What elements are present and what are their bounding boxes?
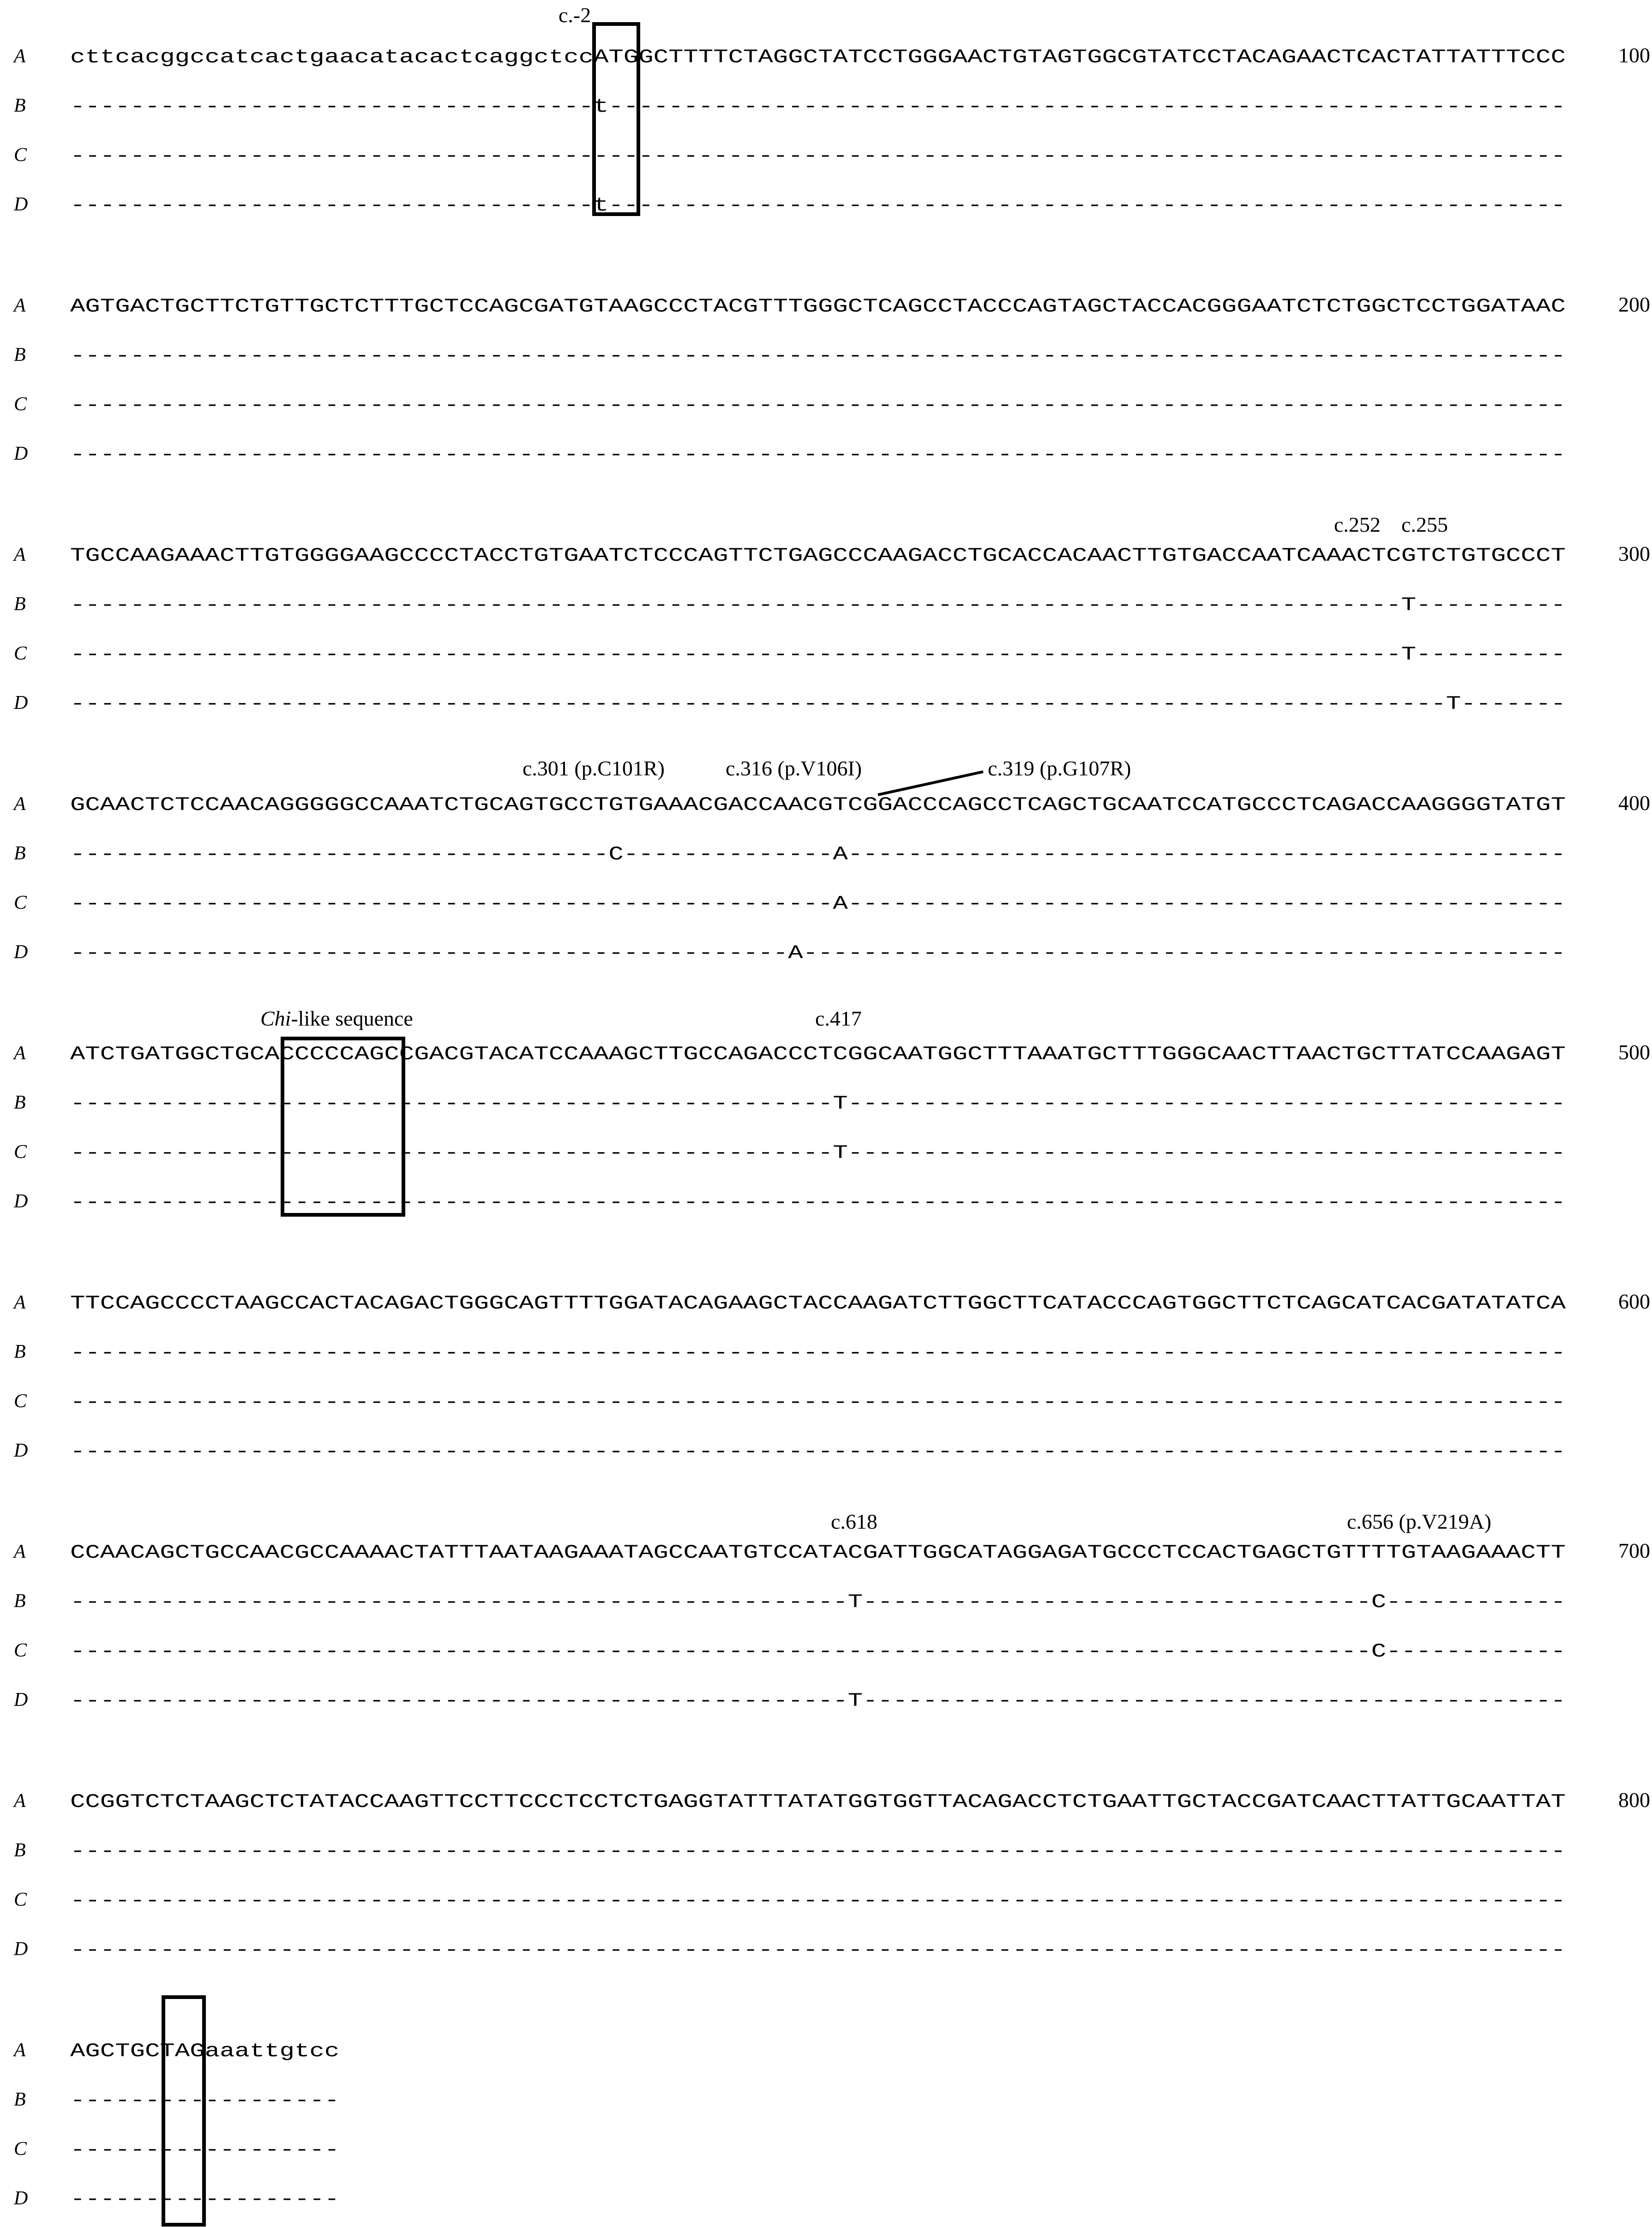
sequence-row: ---------------------------------------------------T------------------------------------------------ <box>70 1092 1566 1115</box>
sequence-row: cttcacggccatcactgaacatacactcaggctccATGGCTTTTCTAGGCTATCCTGGGAACTGTAGTGGCGTATCCTACAGAACTCACTATTATTTCCC <box>70 46 1566 68</box>
row-label: A <box>14 793 26 815</box>
row-label: D <box>14 692 28 714</box>
sequence-row: ---------------------------------------------------------------------------------------------------- <box>70 345 1566 367</box>
sequence-row: ---------------------------------------------------------------------------------------------------- <box>70 1840 1566 1862</box>
sequence-row: CCGGTCTCTAAGCTCTATACCAAGTTCCTTCCCTCCTCTGAGGTATTTATATGGTGGTTACAGACCTCTGAATTGCTACCGATCAACTTATTGCAATTAT <box>70 1791 1566 1813</box>
row-label: C <box>14 1391 27 1412</box>
alignment-block <box>12 791 1650 964</box>
alignment-block <box>12 293 1650 466</box>
row-label: C <box>14 1640 27 1661</box>
position-number: 800 <box>1618 1788 1650 1812</box>
sequence-row: AGTGACTGCTTCTGTTGCTCTTTGCTCCAGCGATGTAAGCCCTACGTTTGGGCTCAGCCTACCCAGTAGCTACCACGGGAATCTCTGGCTCCTGGATAAC <box>70 295 1566 318</box>
row-label: C <box>14 892 27 913</box>
sequence-row: TGCCAAGAAACTTGTGGGGAAGCCCCTACCTGTGAATCTCCCAGTTCTGAGCCCAAGACCTGCACCACAACTTGTGACCAATCAAACTCGTCTGTGCCCT <box>70 545 1566 567</box>
sequence-row: ATCTGATGGCTGCACCCCCAGCCGACGTACATCCAAAGCTTGCCAGACCCTCGGCAATGGCTTTAAATGCTTTGGGCAACTTAACTGCTTATCCAAGAGT <box>70 1043 1566 1065</box>
sequence-row: CCAACAGCTGCCAACGCCAAAACTATTTAATAAGAAATAGCCAATGTCCATACGATTGGCATAGGAGATGCCCTCCACTGAGCTGTTTTGTAAGAAACTT <box>70 1542 1566 1564</box>
annotation-c319: c.319 (p.G107R) <box>988 756 1131 780</box>
sequence-row: ---------------------------------------------------------------------------------------------------- <box>70 1342 1566 1364</box>
row-label: C <box>14 1889 27 1910</box>
sequence-row: GCAACTCTCCAACAGGGGGCCAAATCTGCAGTGCCTGTGAAACGACCAACGTCGGACCCAGCCTCAGCTGCAATCCATGCCCTCAGACCAAGGGGTATGT <box>70 794 1566 816</box>
annotation-c255: c.255 <box>1401 513 1448 536</box>
row-label: D <box>14 1191 28 1212</box>
annotation-c417: c.417 <box>815 1007 862 1030</box>
row-label: A <box>14 46 26 67</box>
sequence-row: -----------------------------------------------------------------------------------------T---------- <box>70 594 1566 616</box>
row-label: B <box>14 2089 26 2110</box>
row-label: B <box>14 843 26 864</box>
row-label: B <box>14 344 26 366</box>
position-number: 500 <box>1618 1040 1650 1064</box>
sequence-row: ---------------------------------------------------------------------------------------------------- <box>70 1890 1566 1912</box>
row-label: C <box>14 643 27 664</box>
row-label: B <box>14 1092 26 1113</box>
sequence-row: ----------------------------------------------------T----------------------------------C------------ <box>70 1591 1566 1613</box>
sequence-row: ------------------------------------C--------------A------------------------------------------------ <box>70 843 1566 865</box>
row-label: A <box>14 544 26 565</box>
row-label: D <box>14 1689 28 1711</box>
alignment-block <box>12 1040 1650 1213</box>
row-label: B <box>14 1591 26 1612</box>
position-number: 100 <box>1618 43 1650 67</box>
sequence-row: ------------------------------------------------A--------------------------------------------------- <box>70 942 1566 964</box>
alignment-block <box>12 1788 1650 1961</box>
row-label: A <box>14 1043 26 1064</box>
annotation-c-minus2: c.-2 <box>559 3 591 27</box>
chi-rest: -like sequence <box>291 1007 413 1030</box>
c319-leader-line <box>878 772 983 795</box>
sequence-row: ------------------ <box>70 2188 340 2210</box>
annotation-c252: c.252 <box>1334 513 1381 536</box>
row-label: B <box>14 1840 26 1861</box>
sequence-row: TTCCAGCCCCTAAGCCACTACAGACTGGGCAGTTTTGGATACAGAAGCTACCAAGATCTTGGCTTCATACCCAGTGGCTTCTCAGCATCACGATATATCA <box>70 1292 1567 1315</box>
row-label: A <box>14 295 26 316</box>
row-label: D <box>14 443 28 464</box>
alignment-block <box>12 1290 1650 1463</box>
sequence-row: ------------------ <box>70 2139 340 2161</box>
alignment-block <box>12 542 1650 715</box>
sequence-row: ---------------------------------------------------------------------------------------------------- <box>70 1441 1566 1463</box>
sequence-row: -----------------------------------t---------------------------------------------------------------- <box>70 96 1566 118</box>
row-label: A <box>14 2040 26 2061</box>
chi-italic: Chi <box>260 1007 291 1030</box>
sequence-row: --------------------------------------------------------------------------------------------T------- <box>70 693 1566 715</box>
sequence-row: -----------------------------------------------------------------------------------------T---------- <box>70 643 1566 666</box>
position-number: 300 <box>1618 542 1650 565</box>
sequence-row: ---------------------------------------------------------------------------------------------------- <box>70 1391 1566 1413</box>
sequence-row: ---------------------------------------------------------------------------------------------------- <box>70 394 1566 416</box>
sequence-row: ------------------ <box>70 2089 340 2112</box>
sequence-row: ----------------------------------------------------T----------------------------------------------- <box>70 1690 1566 1712</box>
row-label: D <box>14 2188 28 2209</box>
row-label: D <box>14 942 28 963</box>
sequence-row: ---------------------------------------------------A------------------------------------------------ <box>70 893 1566 915</box>
alignment-block <box>12 2040 339 2210</box>
row-label: A <box>14 1292 26 1313</box>
alignment-blocks <box>12 43 1650 2210</box>
row-label: B <box>14 95 26 116</box>
alignment-block <box>12 43 1650 216</box>
sequence-row: ---------------------------------------------------T------------------------------------------------ <box>70 1142 1566 1164</box>
annotation-c316: c.316 (p.V106I) <box>726 756 862 780</box>
sequence-row: AGCTGCTAGaaattgtcc <box>70 2040 340 2062</box>
sequence-row: ---------------------------------------------------------------------------------------C------------ <box>70 1640 1566 1663</box>
annotation-c618: c.618 <box>831 1510 877 1533</box>
alignment-block <box>12 1539 1650 1712</box>
row-label: D <box>14 1939 28 1960</box>
row-label: D <box>14 194 28 215</box>
annotation-chi-like <box>260 1007 413 1030</box>
sequence-row: ---------------------------------------------------------------------------------------------------- <box>70 145 1566 167</box>
position-number: 200 <box>1618 293 1650 316</box>
sequence-row: ---------------------------------------------------------------------------------------------------- <box>70 1191 1566 1213</box>
row-label: A <box>14 1541 26 1562</box>
row-label: D <box>14 1440 28 1461</box>
row-label: C <box>14 2138 27 2160</box>
position-number: 400 <box>1618 791 1650 815</box>
position-number: 600 <box>1618 1290 1650 1313</box>
sequence-row: ---------------------------------------------------------------------------------------------------- <box>70 1939 1566 1961</box>
position-number: 700 <box>1618 1539 1650 1562</box>
row-label: C <box>14 1141 27 1163</box>
row-label: C <box>14 144 27 166</box>
row-label: B <box>14 594 26 615</box>
annotation-c301: c.301 (p.C101R) <box>523 756 665 780</box>
row-label: C <box>14 394 27 415</box>
row-label: B <box>14 1341 26 1363</box>
sequence-row: -----------------------------------t---------------------------------------------------------------- <box>70 194 1566 216</box>
row-label: A <box>14 1790 26 1812</box>
sequence-row: ---------------------------------------------------------------------------------------------------- <box>70 444 1566 466</box>
annotation-c656: c.656 (p.V219A) <box>1347 1510 1491 1533</box>
